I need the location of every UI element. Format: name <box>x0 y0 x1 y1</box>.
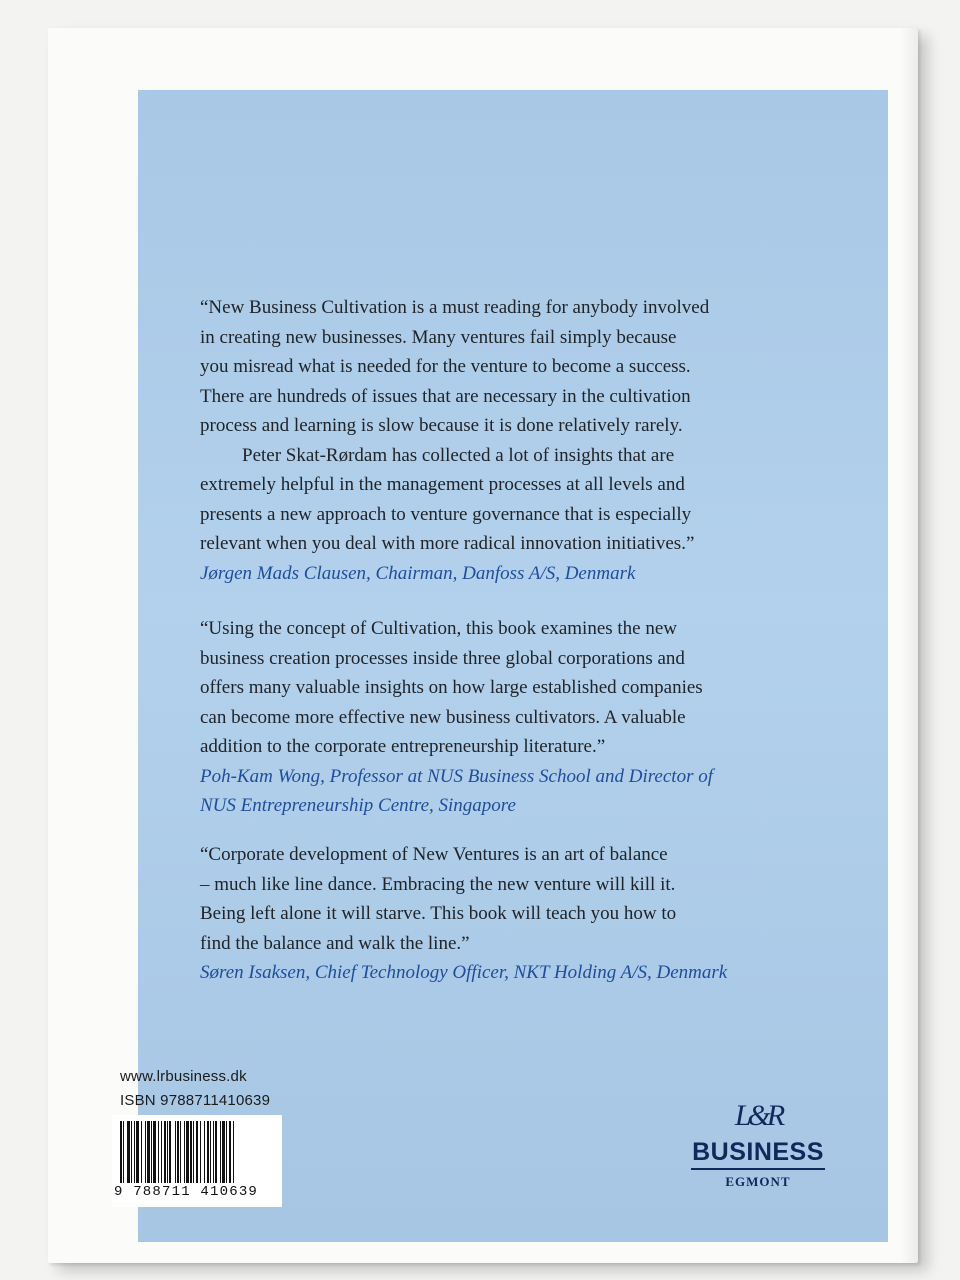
quote-2-attribution: Poh-Kam Wong, Professor at NUS Business School and Director of NUS Entrepreneurship Centre, Singapore <box>200 765 713 816</box>
barcode-bars <box>120 1121 278 1183</box>
endorsement-quote-2 <box>200 614 770 821</box>
publisher-logo <box>678 1100 838 1190</box>
endorsement-quote-3 <box>200 840 770 988</box>
barcode-bar <box>234 1121 235 1183</box>
quote-2-paragraph-1: “Using the concept of Cultivation, this book examines the new business creation processes inside three global corporations and offers many valuable insights on how large established companies can become more effective new business cultivators. A valuable addition to the corporate entrepreneurship literature.” <box>200 618 703 757</box>
quote-1-paragraph-1: “New Business Cultivation is a must reading for anybody involved in creating new businesses. Many ventures fail simply because you misread what is needed for the venture to become a success. There are hundreds of issues that are necessary in the cultivation process and learning is slow because it is done relatively rarely. <box>200 297 710 436</box>
isbn-barcode <box>112 1115 282 1207</box>
logo-business-wordmark: BUSINESS <box>692 1138 824 1166</box>
logo-egmont-wordmark: EGMONT <box>725 1173 791 1189</box>
publisher-website: www.lrbusiness.dk <box>120 1068 247 1085</box>
barcode-digits: 9 788711 410639 <box>114 1184 259 1200</box>
endorsement-quote-1 <box>200 293 770 588</box>
isbn-label: ISBN 9788711410639 <box>120 1092 271 1109</box>
quote-3-paragraph-1: “Corporate development of New Ventures is an art of balance – much like line dance. Embracing the new venture will kill it. Being left alone it will starve. This book will teach you how to find the balance and walk the line.” <box>200 844 677 954</box>
quote-1-paragraph-2: Peter Skat-Rørdam has collected a lot of insights that are extremely helpful in the management processes at all levels and presents a new approach to venture governance that is especially relevant when you deal with more radical innovation initiatives.” <box>200 444 695 554</box>
logo-divider <box>691 1168 825 1170</box>
quote-3-attribution: Søren Isaksen, Chief Technology Officer, NKT Holding A/S, Denmark <box>200 962 728 983</box>
quote-1-attribution: Jørgen Mads Clausen, Chairman, Danfoss A/S, Denmark <box>200 562 636 584</box>
lr-monogram: L&R <box>734 1099 782 1132</box>
